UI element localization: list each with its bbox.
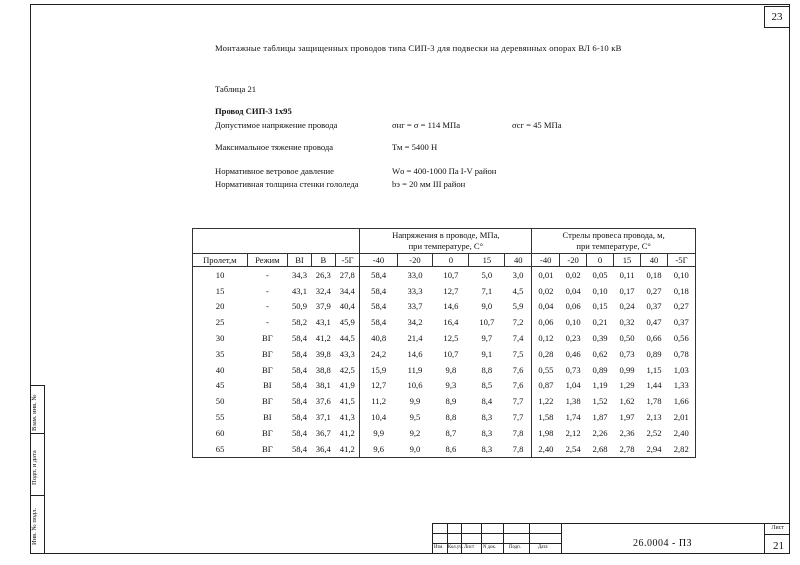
table-cell: 7,8	[512, 427, 524, 438]
table-cell: 0,11	[619, 269, 635, 280]
table-cell: -	[265, 317, 269, 328]
strip-divider	[30, 385, 44, 386]
max-tension-value: Тм = 5400 Н	[392, 142, 438, 152]
table-body	[193, 267, 696, 458]
table-cell: 10,4	[360, 409, 397, 425]
table-cell: 8,3	[481, 427, 493, 438]
table-cell: 0,12	[532, 330, 560, 346]
wind-pressure-row	[215, 166, 497, 176]
table-cell: 1,66	[668, 393, 696, 409]
table-row	[193, 409, 696, 425]
table-row	[193, 346, 696, 362]
table-row	[193, 393, 696, 409]
table-cell: 50	[193, 393, 248, 409]
table-cell: 15,9	[360, 362, 397, 378]
sag-group-header	[532, 229, 696, 254]
table-cell: 9,7	[481, 333, 493, 344]
table-cell: 2,82	[668, 441, 696, 457]
table-cell: 7,6	[512, 364, 524, 375]
table-cell: ВГ	[262, 396, 273, 407]
title-block-grid	[433, 524, 561, 553]
table-cell: 0,66	[646, 333, 662, 344]
table-cell: 9,0	[481, 301, 493, 312]
table-cell: 8,6	[433, 441, 469, 457]
table-cell: 9,3	[445, 380, 457, 391]
table-cell: 2,52	[646, 427, 662, 438]
header-blank	[193, 229, 360, 254]
col-label: Дата	[538, 545, 548, 550]
table-cell: 1,58	[532, 409, 560, 425]
table-cell: 20	[193, 299, 248, 315]
column-header: 40	[505, 254, 532, 267]
table-cell: 36,4	[311, 441, 335, 457]
table-row	[193, 330, 696, 346]
table-cell: 5,0	[481, 269, 493, 280]
table-cell: 8,8	[481, 364, 493, 375]
table-cell: 8,3	[481, 412, 493, 423]
table-cell: 0,02	[532, 283, 560, 299]
table-cell: 58,4	[360, 267, 397, 283]
table-cell: 43,3	[339, 348, 355, 359]
table-cell: 7,7	[512, 412, 524, 423]
table-cell: 0,21	[592, 317, 608, 328]
table-cell: 58,4	[360, 283, 397, 299]
strip-divider	[30, 495, 44, 496]
table-cell: 9,6	[360, 441, 397, 457]
table-cell: 0,73	[565, 364, 581, 375]
table-cell: 58,4	[291, 412, 307, 423]
table-cell: 44,5	[339, 333, 355, 344]
table-cell: 1,97	[619, 412, 635, 423]
table-cell: ВГ	[262, 427, 273, 438]
table-cell: 0,24	[619, 301, 635, 312]
table-cell: 36,7	[315, 427, 331, 438]
table-cell: -	[265, 269, 269, 280]
sheet-label: Лист	[771, 525, 784, 531]
table-cell: ВГ	[262, 364, 273, 375]
table-row	[193, 267, 696, 283]
table-cell: 0,37	[646, 301, 662, 312]
table-cell: 30	[193, 330, 248, 346]
table-cell: 0,99	[619, 364, 635, 375]
table-cell: 0,39	[592, 333, 608, 344]
table-cell: 40,8	[360, 330, 397, 346]
table-cell: 7,5	[512, 348, 524, 359]
table-cell: 10,6	[407, 380, 423, 391]
table-cell: 10,7	[443, 348, 459, 359]
table-cell: 2,94	[641, 441, 668, 457]
table-cell: 9,9	[409, 396, 421, 407]
table-cell: 37,9	[315, 301, 331, 312]
sheet-number: 21	[773, 540, 784, 552]
table-cell: 1,98	[532, 425, 560, 441]
table-cell: 43,1	[291, 285, 307, 296]
table-cell: 16,4	[443, 317, 459, 328]
table-cell: 8,7	[445, 427, 457, 438]
grid-row	[433, 533, 561, 534]
table-cell: 12,5	[443, 333, 459, 344]
table-cell: 0,47	[646, 317, 662, 328]
table-cell: 12,7	[443, 285, 459, 296]
col-label: Подп.	[509, 545, 521, 550]
table-cell: 41,2	[339, 427, 355, 438]
allowable-stress-value: σнг = σ = 114 МПа	[392, 120, 461, 130]
table-cell: 33,7	[407, 301, 423, 312]
sheet-box-divider	[765, 534, 790, 535]
table-cell: 58,4	[288, 441, 312, 457]
table-cell: 9,5	[409, 412, 421, 423]
allowable-stress-label: Допустимое напряжение провода	[215, 120, 338, 130]
table-cell: 0,10	[565, 317, 581, 328]
col-label: Кол.уч.	[448, 545, 463, 550]
table-cell: 8,4	[481, 396, 493, 407]
ice-thickness-value: bэ = 20 мм III район	[392, 179, 466, 189]
max-tension-row	[215, 142, 438, 152]
table-cell: 0,87	[532, 378, 560, 394]
table-cell: 3,0	[512, 269, 524, 280]
table-row	[193, 441, 696, 457]
column-header: -40	[532, 254, 560, 267]
table-cell: 0,62	[592, 348, 608, 359]
table-number: Таблица 21	[215, 84, 257, 94]
table-cell: ВГ	[262, 333, 273, 344]
table-cell: 8,8	[445, 412, 457, 423]
table-cell: 41,2	[315, 333, 331, 344]
table-cell: 0,06	[532, 314, 560, 330]
table-cell: 41,2	[335, 441, 360, 457]
table-cell: 7,4	[512, 333, 524, 344]
table-row	[193, 314, 696, 330]
table-cell: 1,78	[646, 396, 662, 407]
table-cell: 2,01	[668, 409, 696, 425]
table-cell: 2,78	[614, 441, 641, 457]
table-cell: 35	[193, 346, 248, 362]
table-cell: 0,10	[592, 285, 608, 296]
table-cell: ВI	[263, 412, 272, 423]
table-cell: 65	[193, 441, 248, 457]
table-cell: -	[265, 285, 269, 296]
table-cell: 10,7	[443, 269, 459, 280]
col-label: N док.	[483, 545, 497, 550]
max-tension-label: Максимальное тяжение провода	[215, 142, 334, 152]
table-cell: 0,27	[646, 285, 662, 296]
table-cell: 0,01	[532, 267, 560, 283]
table-cell: 42,5	[339, 364, 355, 375]
table-cell: 7,8	[505, 441, 532, 457]
table-cell: 34,3	[291, 269, 307, 280]
table-cell: 60	[193, 425, 248, 441]
table-cell: 12,7	[360, 378, 397, 394]
table-cell: 2,40	[668, 425, 696, 441]
table-cell: 33,3	[407, 285, 423, 296]
table-cell: 0,89	[646, 348, 662, 359]
table-cell: 7,6	[512, 380, 524, 391]
left-stamp-strip	[30, 385, 45, 553]
table-cell: 38,1	[315, 380, 331, 391]
table-cell: 0,56	[668, 330, 696, 346]
table-cell: 40	[193, 362, 248, 378]
table-cell: 0,23	[565, 333, 581, 344]
table-cell: 9,1	[481, 348, 493, 359]
table-row	[193, 425, 696, 441]
table-cell: 2,13	[646, 412, 662, 423]
table-cell: 43,1	[315, 317, 331, 328]
strip-label-inv: Инв. № подл.	[31, 507, 38, 545]
col-label: Лист	[464, 545, 475, 550]
table-row	[193, 378, 696, 394]
top-page-number: 23	[764, 6, 790, 28]
table-cell: 8,3	[469, 441, 505, 457]
table-cell: 1,74	[565, 412, 581, 423]
document-code: 26.0004 - ПЗ	[633, 538, 693, 549]
allowable-stress-value2: σсг = 45 МПа	[512, 120, 562, 130]
table-cell: 9,0	[397, 441, 433, 457]
table-cell: 2,26	[592, 427, 608, 438]
table-cell: 8,5	[481, 380, 493, 391]
column-header: 15	[614, 254, 641, 267]
table-cell: 50,9	[291, 301, 307, 312]
table-cell: 1,52	[592, 396, 608, 407]
column-header: 15	[469, 254, 505, 267]
table-cell: 1,22	[532, 393, 560, 409]
table-cell: 0,05	[592, 269, 608, 280]
col-label: Изм.	[434, 545, 444, 550]
table-cell: 0,73	[619, 348, 635, 359]
table-cell: 1,38	[565, 396, 581, 407]
wire-label: Провод СИП-3 1х95	[215, 106, 292, 116]
grid-row	[433, 543, 561, 544]
column-header: В	[311, 254, 335, 267]
table-cell: 45,9	[339, 317, 355, 328]
wind-pressure-value: Wо = 400-1000 Па I-V район	[392, 166, 497, 176]
title-block	[432, 523, 790, 554]
table-cell: 37,6	[315, 396, 331, 407]
table-cell: 58,4	[360, 299, 397, 315]
table-cell: 11,9	[407, 364, 423, 375]
strip-divider	[30, 433, 44, 434]
table-cell: 39,8	[315, 348, 331, 359]
table-cell: 27,8	[339, 269, 355, 280]
column-header: 0	[587, 254, 614, 267]
table-cell: 1,29	[619, 380, 635, 391]
table-cell: 0,78	[668, 346, 696, 362]
document-title: Монтажные таблицы защищенных проводов типа СИП-3 для подвески на деревянных опорах ВЛ 6-10 кВ	[215, 43, 622, 53]
table-cell: 0,17	[619, 285, 635, 296]
table-cell: 2,12	[565, 427, 581, 438]
table-cell: 41,3	[339, 412, 355, 423]
table-cell: 1,15	[646, 364, 662, 375]
table-cell: ВI	[263, 380, 272, 391]
table-cell: 2,54	[560, 441, 587, 457]
table-row	[193, 299, 696, 315]
table-cell: 0,46	[565, 348, 581, 359]
table-cell: ВГ	[247, 441, 287, 457]
table-cell: 0,50	[619, 333, 635, 344]
table-cell: 58,4	[291, 364, 307, 375]
table-cell: 34,2	[407, 317, 423, 328]
table-cell: 9,8	[445, 364, 457, 375]
table-cell: 45	[193, 378, 248, 394]
sag-group-label: Стрелы провеса провода, м, при температуре, С°	[562, 230, 665, 251]
mounting-table	[192, 228, 696, 458]
table-cell: 58,4	[291, 348, 307, 359]
table-cell: 15	[193, 283, 248, 299]
table-cell: 0,06	[565, 301, 581, 312]
table-cell: 0,28	[532, 346, 560, 362]
table-cell: -	[265, 301, 269, 312]
table-cell: 0,32	[619, 317, 635, 328]
table-cell: 0,15	[592, 301, 608, 312]
table-cell: 26,3	[315, 269, 331, 280]
column-header: Режим	[247, 254, 287, 267]
table-cell: 10	[193, 267, 248, 283]
table-cell: 37,1	[315, 412, 331, 423]
table-cell: 58,4	[291, 396, 307, 407]
column-header: -5Г	[668, 254, 696, 267]
table-cell: 0,55	[532, 362, 560, 378]
table-cell: 0,10	[668, 267, 696, 283]
table-cell: 9,2	[409, 427, 421, 438]
table-row	[193, 283, 696, 299]
column-header: -20	[560, 254, 587, 267]
column-header-row	[193, 254, 696, 267]
table-cell: 1,33	[668, 378, 696, 394]
ice-thickness-label: Нормативная толщина стенки гололеда	[215, 179, 359, 189]
table-cell: 33,0	[407, 269, 423, 280]
table-cell: 1,62	[619, 396, 635, 407]
table-cell: 1,19	[592, 380, 608, 391]
table-cell: 5,9	[512, 301, 524, 312]
table-cell: 34,4	[339, 285, 355, 296]
table-cell: 0,27	[668, 299, 696, 315]
table-cell: 7,2	[512, 317, 524, 328]
table-cell: 41,9	[339, 380, 355, 391]
table-cell: 14,6	[407, 348, 423, 359]
allowable-stress-row	[215, 120, 562, 130]
table-cell: 2,36	[619, 427, 635, 438]
table-cell: 7,7	[512, 396, 524, 407]
table-cell: 58,2	[291, 317, 307, 328]
table-cell: 25	[193, 314, 248, 330]
table-cell: 14,6	[443, 301, 459, 312]
table-cell: 58,4	[291, 380, 307, 391]
table-cell: 1,87	[592, 412, 608, 423]
table-cell: 0,02	[565, 269, 581, 280]
table-cell: 0,37	[668, 314, 696, 330]
table-cell: 2,40	[532, 441, 560, 457]
table-cell: 1,44	[646, 380, 662, 391]
table-cell: 38,8	[315, 364, 331, 375]
wind-pressure-label: Нормативное ветровое давление	[215, 166, 334, 176]
table-cell: 1,04	[565, 380, 581, 391]
table-cell: ВГ	[262, 348, 273, 359]
table-cell: 2,68	[587, 441, 614, 457]
table-cell: 40,4	[339, 301, 355, 312]
stress-group-header	[360, 229, 532, 254]
table-cell: 58,4	[360, 314, 397, 330]
stress-group-label: Напряжения в проводе, МПа, при температуре, С°	[392, 230, 500, 251]
table-cell: 10,7	[479, 317, 495, 328]
table-cell: 0,04	[532, 299, 560, 315]
table-cell: 24,2	[360, 346, 397, 362]
table-cell: 4,5	[512, 285, 524, 296]
table-row	[193, 362, 696, 378]
column-header: -40	[360, 254, 397, 267]
table-cell: 0,04	[565, 285, 581, 296]
strip-label-sign: Подп. и дата	[31, 450, 38, 485]
table-cell: 41,5	[339, 396, 355, 407]
column-header: 40	[641, 254, 668, 267]
table-cell: 11,2	[360, 393, 397, 409]
column-header: -20	[397, 254, 433, 267]
table-cell: 0,18	[668, 283, 696, 299]
strip-label-replace: Взам. инв. №	[31, 394, 38, 431]
column-header: 0	[433, 254, 469, 267]
column-header: -5Г	[335, 254, 360, 267]
column-header: ВI	[288, 254, 312, 267]
table-cell: 21,4	[407, 333, 423, 344]
table-cell: 58,4	[291, 427, 307, 438]
table-cell: 55	[193, 409, 248, 425]
table-cell: 58,4	[291, 333, 307, 344]
table-cell: 0,89	[592, 364, 608, 375]
ice-thickness-row	[215, 179, 466, 189]
table-cell: 9,9	[360, 425, 397, 441]
table-cell: 32,4	[315, 285, 331, 296]
table-cell: 1,03	[668, 362, 696, 378]
table-cell: 0,18	[646, 269, 662, 280]
table-cell: 8,9	[445, 396, 457, 407]
table-cell: 7,1	[481, 285, 493, 296]
column-header: Пролет,м	[193, 254, 248, 267]
